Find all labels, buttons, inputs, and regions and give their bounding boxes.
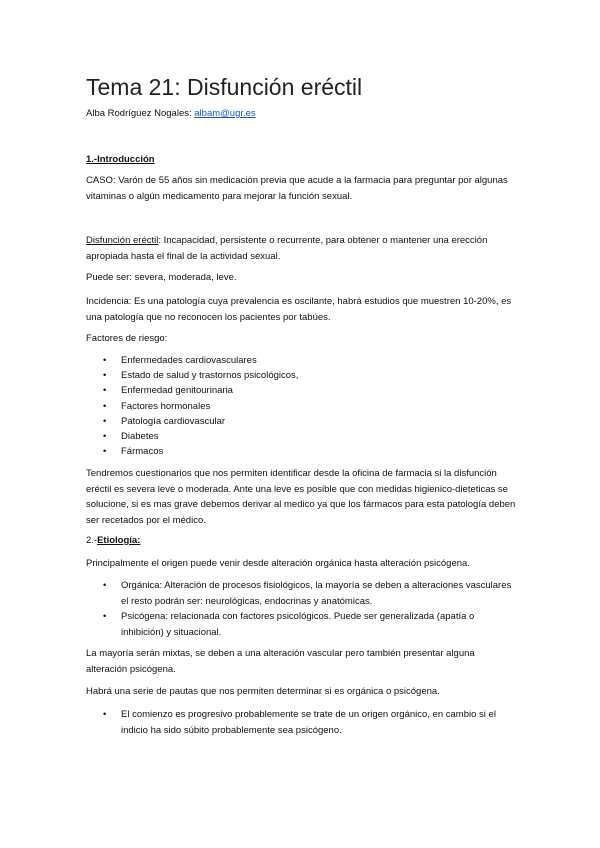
list-item [0,609,513,640]
bullet-icon: • [103,611,107,622]
definition-term: Disfunción eréctil [86,235,159,246]
etiology-intro: Principalmente el origen puede venir desde alteración orgánica hasta alteración psicógena. [86,558,470,569]
section-2-heading [86,533,516,549]
severity-paragraph: Puede ser: severa, moderada, leve. [86,272,237,283]
section-1-heading: 1.-Introducción [86,154,155,165]
list-item [0,578,513,609]
bullet-icon: • [103,709,107,720]
page-title: Tema 21: Disfunción eréctil [86,74,363,100]
author-line [86,107,256,121]
list-item: • Diabetes [0,429,513,444]
author-email-link[interactable]: albam@ugr.es [194,108,256,119]
list-item-text: Orgánica: Alteración de procesos fisiológicos, la mayoría se deben a alteraciones vasculares el resto podrán ser: neurológicas, endocrinas y anatómicas. [121,580,512,607]
definition-text: : Incapacidad, persistente o recurrente, para obtener o mantener una erección apropiada hasta el final de la actividad sexual. [86,235,488,262]
definition-paragraph [86,233,516,264]
section-2-title: Etiología: [97,535,141,546]
case-paragraph: CASO: Varón de 55 años sin medicación previa que acude a la farmacia para preguntar por algunas vitaminas o algún medicamento para mejorar la función sexual. [86,175,508,202]
section-2-number: 2.- [86,535,98,546]
list-item: • Enfermedad genitourinaria [0,383,513,398]
list-item-text: Psicógena: relacionada con factores psicológicos. Puede ser generalizada (apatía o inhibición) y situacional. [121,611,475,638]
list-item: • Enfermedades cardiovasculares [0,353,513,368]
list-item: • Fármacos [0,444,513,459]
list-item: • Estado de salud y trastornos psicológicos, [0,368,513,383]
onset-list [0,707,513,738]
author-name: Alba Rodríguez Nogales: [86,108,195,119]
risk-factors-label: Factores de riesgo: [86,333,168,344]
questionnaires-paragraph: Tendremos cuestionarios que nos permiten identificar desde la oficina de farmacia si la disfunción eréctil es severa leve o moderada. Ante una leve es posible que con medidas higienico-dieteticas se solucione, si es mas grave debemos derivar al medico ya que los fármacos para esta patología deben ser recetados por el médico. [86,468,516,526]
incidence-paragraph: Incidencia: Es una patología cuya prevalencia es oscilante, habrá estudios que muestren 10-20%, es una patología que no reconocen los pacientes por tabúes. [86,296,512,323]
risk-factors-list [0,353,513,459]
etiology-types-list [0,578,513,640]
bullet-icon: • [103,580,107,591]
list-item [0,707,513,738]
list-item: • Factores hormonales [0,399,513,414]
guidelines-paragraph: Habrá una serie de pautas que nos permiten determinar si es orgánica o psicógena. [86,686,440,697]
list-item: • Patología cardiovascular [0,414,513,429]
list-item-text: El comienzo es progresivo probablemente se trate de un origen orgánico, en cambio si el indicio ha sido súbito probablemente sea psicógeno. [121,709,496,736]
mixed-paragraph: La mayoría serán mixtas, se deben a una alteración vascular pero también presentar alguna alteración psicógena. [86,648,475,675]
